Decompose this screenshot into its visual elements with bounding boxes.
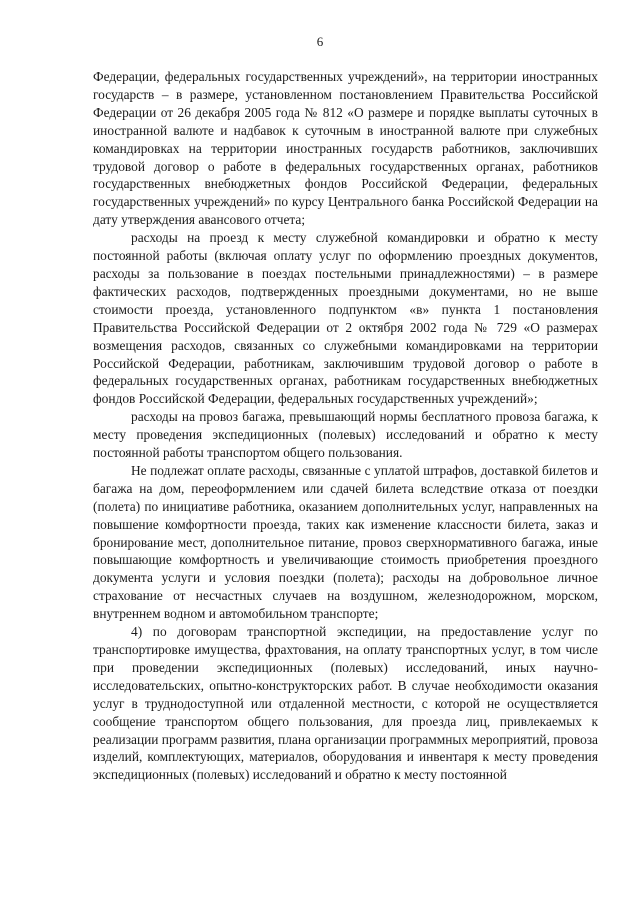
- paragraph-travel-expenses: расходы на проезд к месту служебной командировки и обратно к месту постоянной работы (включая оплату услуг по оформлению проездных документов, расходы за пользование в поездах постельными принадлежностями) – в размере фактических расходов, подтвержденных проездными документами, но не выше стоимости проезда, установленного подпунктом «в» пункта 1 постановления Правительства Российской Федерации от 2 октября 2002 года № 729 «О размерах возмещения расходов, связанных со служебными командировками на территории Российской Федерации, работникам, заключившим трудовой договор о работе в федеральных государственных органах, работникам государственных внебюджетных фондов Российской Федерации, федеральных государственных учреждений»;: [93, 230, 598, 407]
- document-body: [93, 68, 598, 784]
- paragraph-continuation: Федерации, федеральных государственных учреждений», на территории иностранных государств – в размере, установленном постановлением Правительства Российской Федерации от 26 декабря 2005 года № 812 «О размере и порядке выплаты суточных в иностранной валюте и надбавок к суточным в иностранной валюте при служебных командировках на территории иностранных государств работников, заключивших трудовой договор о работе в федеральных государственных органах, работников государственных внебюджетных фондов Российской Федерации, федеральных государственных учреждений» по курсу Центрального банка Российской Федерации на дату утверждения авансового отчета;: [93, 69, 598, 228]
- page-number: 6: [316, 34, 324, 49]
- paragraph-item-4: 4) по договорам транспортной экспедиции, на предоставление услуг по транспортировке имущества, фрахтования, на оплату транспортных услуг, в том числе при проведении экспедиционных (полевых) исследований, иных научно-исследовательских, опытно-конструкторских работ. В случае необходимости оказания услуг в труднодоступной или отдаленной местности, с которой не осуществляется сообщение транспортом общего пользования, для проезда лиц, привлекаемых к реализации программ развития, плана организации программных мероприятий, провоза изделий, комплектующих, материалов, оборудования и инвентаря к месту проведения экспедиционных (полевых) исследований и обратно к месту постоянной: [93, 624, 598, 783]
- paragraph-non-payable-expenses: Не подлежат оплате расходы, связанные с уплатой штрафов, доставкой билетов и багажа на дом, переоформлением или сдачей билета вследствие отказа от поездки (полета) по инициативе работника, оказанием дополнительных услуг, направленных на повышение комфортности проезда, таких как изменение классности билета, заказ и бронирование мест, дополнительное питание, провоз сверхнормативного багажа, иные повышающие комфортность и увеличивающие стоимость приобретения проездного документа услуги и условия поездки (полета); расходы на добровольное личное страхование от несчастных случаев на воздушном, железнодорожном, морском, внутреннем водном и автомобильном транспорте;: [93, 462, 598, 622]
- paragraph-baggage-expenses: расходы на провоз багажа, превышающий нормы бесплатного провоза багажа, к месту проведения экспедиционных (полевых) исследований и обратно к месту постоянной работы транспортом общего пользования.: [93, 409, 598, 461]
